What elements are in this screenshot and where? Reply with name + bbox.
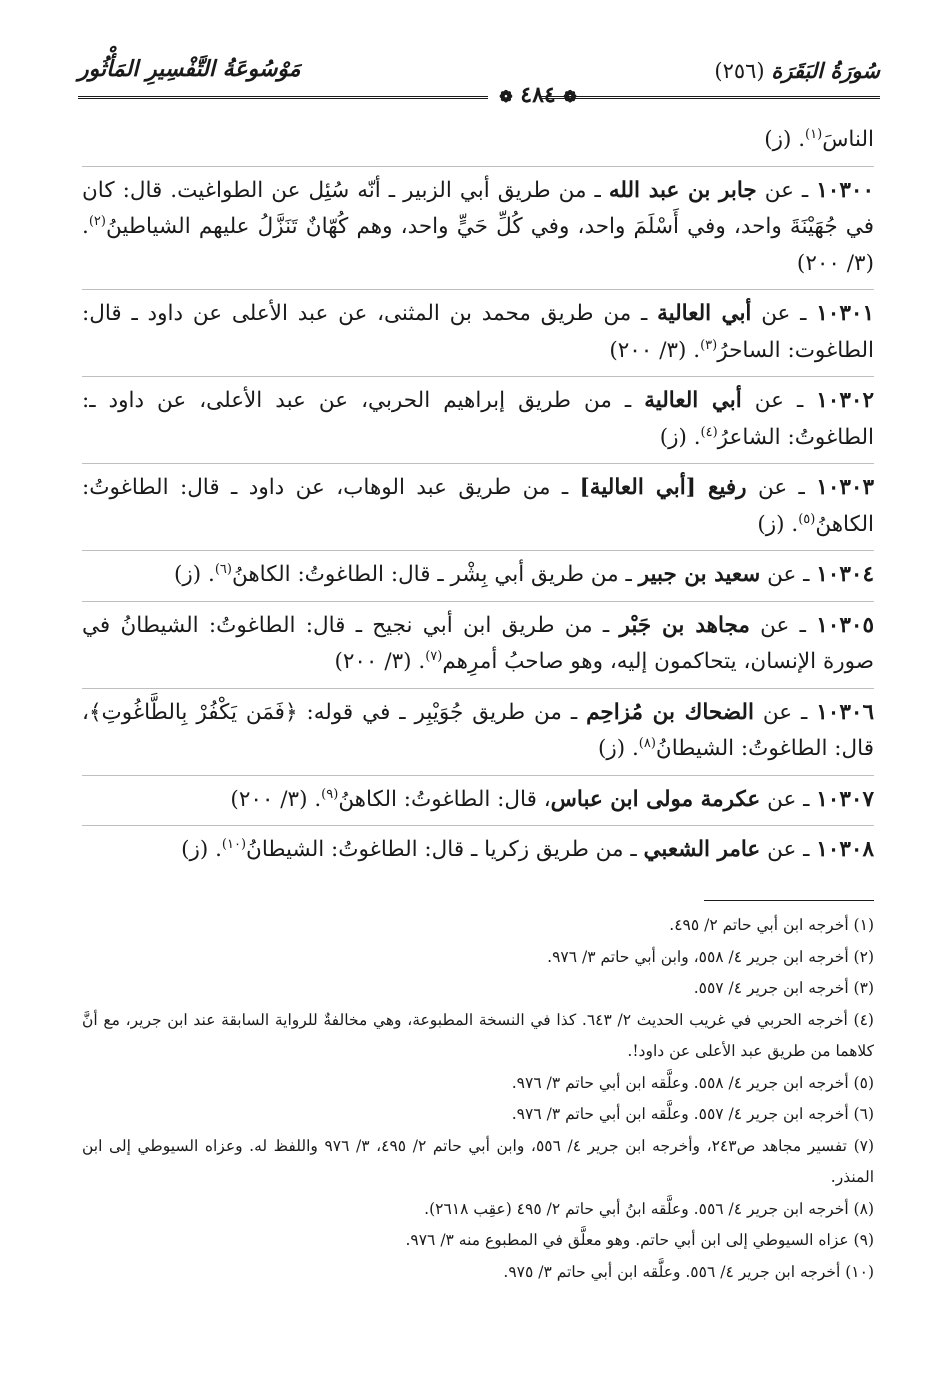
main-text xyxy=(82,122,874,876)
entry-number: ١٠٣٠٥ xyxy=(816,612,874,638)
book-title: مَوْسُوعَةُ التَّفْسِيرِ المَأْثُور xyxy=(78,56,301,82)
footnotes xyxy=(82,910,874,1288)
footnote: (١٠) أخرجه ابن جرير ٤/ ٥٥٦. وعلَّقه ابن أبي حاتم ٣/ ٩٧٥. xyxy=(503,1262,874,1281)
entry-number: ١٠٣٠٦ xyxy=(816,699,874,725)
narrator-name: مجاهد بن جَبْر xyxy=(619,612,750,638)
entry-number: ١٠٣٠٨ xyxy=(816,837,874,862)
footnote-ref: (٢) xyxy=(88,213,106,229)
athar-entry: ١٠٣٠٢ ـ عن أبي العالية ـ من طريق إبراهيم الحربي، عن عبد الأعلى، عن داود ـ: الطاغوتُ: الشاعرُ$^{(٤)}$. (ز) xyxy=(82,377,874,464)
athar-entry: ١٠٣٠٤ ـ عن سعيد بن جبير ـ من طريق أبي بِشْر ـ قال: الطاغوتُ: الكاهنُ$^{(٦)}$. (ز) xyxy=(82,551,874,602)
athar-entry: ١٠٣٠٥ ـ عن مجاهد بن جَبْر ـ من طريق ابن أبي نجيح ـ قال: الطاغوتُ: الشيطانُ في صورة الإنسان، يتحاكمون إليه، وهو صاحبُ أمرِهم$^{(٧)}$. (٣/ ٢٠٠) xyxy=(82,602,874,689)
footnote-ref: (٩) xyxy=(321,786,339,802)
footnote-ref: (٧) xyxy=(425,648,443,664)
narrator-name: جابر بن عبد الله xyxy=(608,177,757,203)
athar-entry: ١٠٣٠٣ ـ عن رفيع [أبي العالية] ـ من طريق عبد الوهاب، عن داود ـ قال: الطاغوتُ: الكاهنُ$^{(٥)}$. (ز) xyxy=(82,464,874,551)
entry-number: ١٠٣٠٠ xyxy=(816,177,874,203)
entry-number: ١٠٣٠٤ xyxy=(816,562,874,587)
entry-number: ١٠٣٠٧ xyxy=(816,786,874,812)
footnote-ref: (٥) xyxy=(798,511,816,527)
entry-number: ١٠٣٠١ xyxy=(816,301,874,326)
narrator-name: أبي العالية xyxy=(644,388,742,413)
page-number: ٤٨٤ xyxy=(520,82,556,108)
narrator-name: عكرمة مولى ابن عباس xyxy=(550,786,761,812)
footnote-ref: (٣) xyxy=(700,337,718,353)
footnote: (٦) أخرجه ابن جرير ٤/ ٥٥٧. وعلَّقه ابن أبي حاتم ٣/ ٩٧٦. xyxy=(511,1105,874,1123)
footnote: (٤) أخرجه الحربي في غريب الحديث ٢/ ٦٤٣. كذا في النسخة المطبوعة، وهي مخالفةٌ للرواية السابقة عند ابن جرير، مع أنَّ كلاهما من طريق عبد الأعلى عن داود!. xyxy=(82,1010,874,1060)
narrator-name: رفيع [أبي العالية] xyxy=(579,475,747,500)
narrator-name: عامر الشعبي xyxy=(643,837,761,862)
continuation-line: الناسَ$^{(١)}$. (ز) xyxy=(82,122,874,167)
entry-number: ١٠٣٠٢ xyxy=(816,388,874,413)
narrator-name: أبي العالية xyxy=(657,301,752,326)
footnote-ref: (١٠) xyxy=(221,836,247,852)
footnote: (٢) أخرجه ابن جرير ٤/ ٥٥٨، وابن أبي حاتم ٣/ ٩٧٦. xyxy=(547,947,874,966)
surah-name: سُورَةُ البَقَرَة xyxy=(771,58,880,83)
athar-entry: ١٠٣٠١ ـ عن أبي العالية ـ من طريق محمد بن المثنى، عن عبد الأعلى عن داود ـ قال: الطاغوت: الساحرُ$^{(٣)}$. (٣/ ٢٠٠) xyxy=(82,290,874,377)
athar-entry: ١٠٣٠٧ ـ عن عكرمة مولى ابن عباس، قال: الطاغوتُ: الكاهنُ$^{(٩)}$. (٣/ ٢٠٠) xyxy=(82,776,874,827)
footnote-ref: (٤) xyxy=(700,424,718,440)
ornament-icon: ❁ xyxy=(499,87,513,106)
page-number-block xyxy=(488,82,588,108)
footnote: (٨) أخرجه ابن جرير ٤/ ٥٥٦. وعلَّقه ابنُ أبي حاتم ٢/ ٤٩٥ (عقِب ٢٦١٨). xyxy=(424,1199,874,1218)
running-header xyxy=(78,52,880,108)
footnote-separator xyxy=(704,900,874,901)
athar-entry: ١٠٣٠٦ ـ عن الضحاك بن مُزاحِم ـ من طريق جُوَيْبِر ـ في قوله: ﴿فَمَن يَكْفُرْ بِالطَّاغُوتِ﴾، قال: الطاغوتُ: الشيطانُ$^{(٨)}$. (ز) xyxy=(82,689,874,776)
footnote: (٧) تفسير مجاهد ص٢٤٣، وأخرجه ابن جرير ٤/ ٥٥٦، وابن أبي حاتم ٢/ ٤٩٥، ٣/ ٩٧٦ واللفظ له. وعزاه السيوطي إلى ابن المنذر. xyxy=(82,1136,875,1186)
footnote: (٩) عزاه السيوطي إلى ابن أبي حاتم. وهو معلَّق في المطبوع منه ٣/ ٩٧٦. xyxy=(405,1231,874,1249)
footnote-ref: (٦) xyxy=(214,561,232,577)
footnote: (١) أخرجه ابن أبي حاتم ٢/ ٤٩٥. xyxy=(669,916,874,934)
header-rule-left xyxy=(78,96,488,99)
footnote: (٥) أخرجه ابن جرير ٤/ ٥٥٨. وعلَّقه ابن أبي حاتم ٣/ ٩٧٦. xyxy=(511,1073,874,1092)
ornament-icon: ❁ xyxy=(563,87,577,106)
footnote: (٣) أخرجه ابن جرير ٤/ ٥٥٧. xyxy=(693,979,874,997)
narrator-name: الضحاك بن مُزاحِم xyxy=(586,699,754,725)
header-rule-right xyxy=(540,96,880,99)
verse-number: (٢٥٦) xyxy=(714,59,765,83)
narrator-name: سعيد بن جبير xyxy=(638,562,761,587)
footnote-ref: (١) xyxy=(805,126,823,142)
athar-entry: ١٠٣٠٠ ـ عن جابر بن عبد الله ـ من طريق أبي الزبير ـ أنّه سُئِل عن الطواغيت. قال: كان في جُهَيْنَةَ واحد، وفي أَسْلَمَ واحد، وفي كُلِّ حَيٍّ واحد، وهم كُهّانٌ تَنَزَّلُ عليهم الشياطينُ$^{(٢)}$. (٣/ ٢٠٠) xyxy=(82,167,874,291)
surah-heading xyxy=(714,58,880,83)
athar-entry: ١٠٣٠٨ ـ عن عامر الشعبي ـ من طريق زكريا ـ قال: الطاغوتُ: الشيطانُ$^{(١٠)}$. (ز) xyxy=(181,836,874,862)
entry-number: ١٠٣٠٣ xyxy=(816,475,875,500)
footnote-ref: (٨) xyxy=(638,735,656,751)
